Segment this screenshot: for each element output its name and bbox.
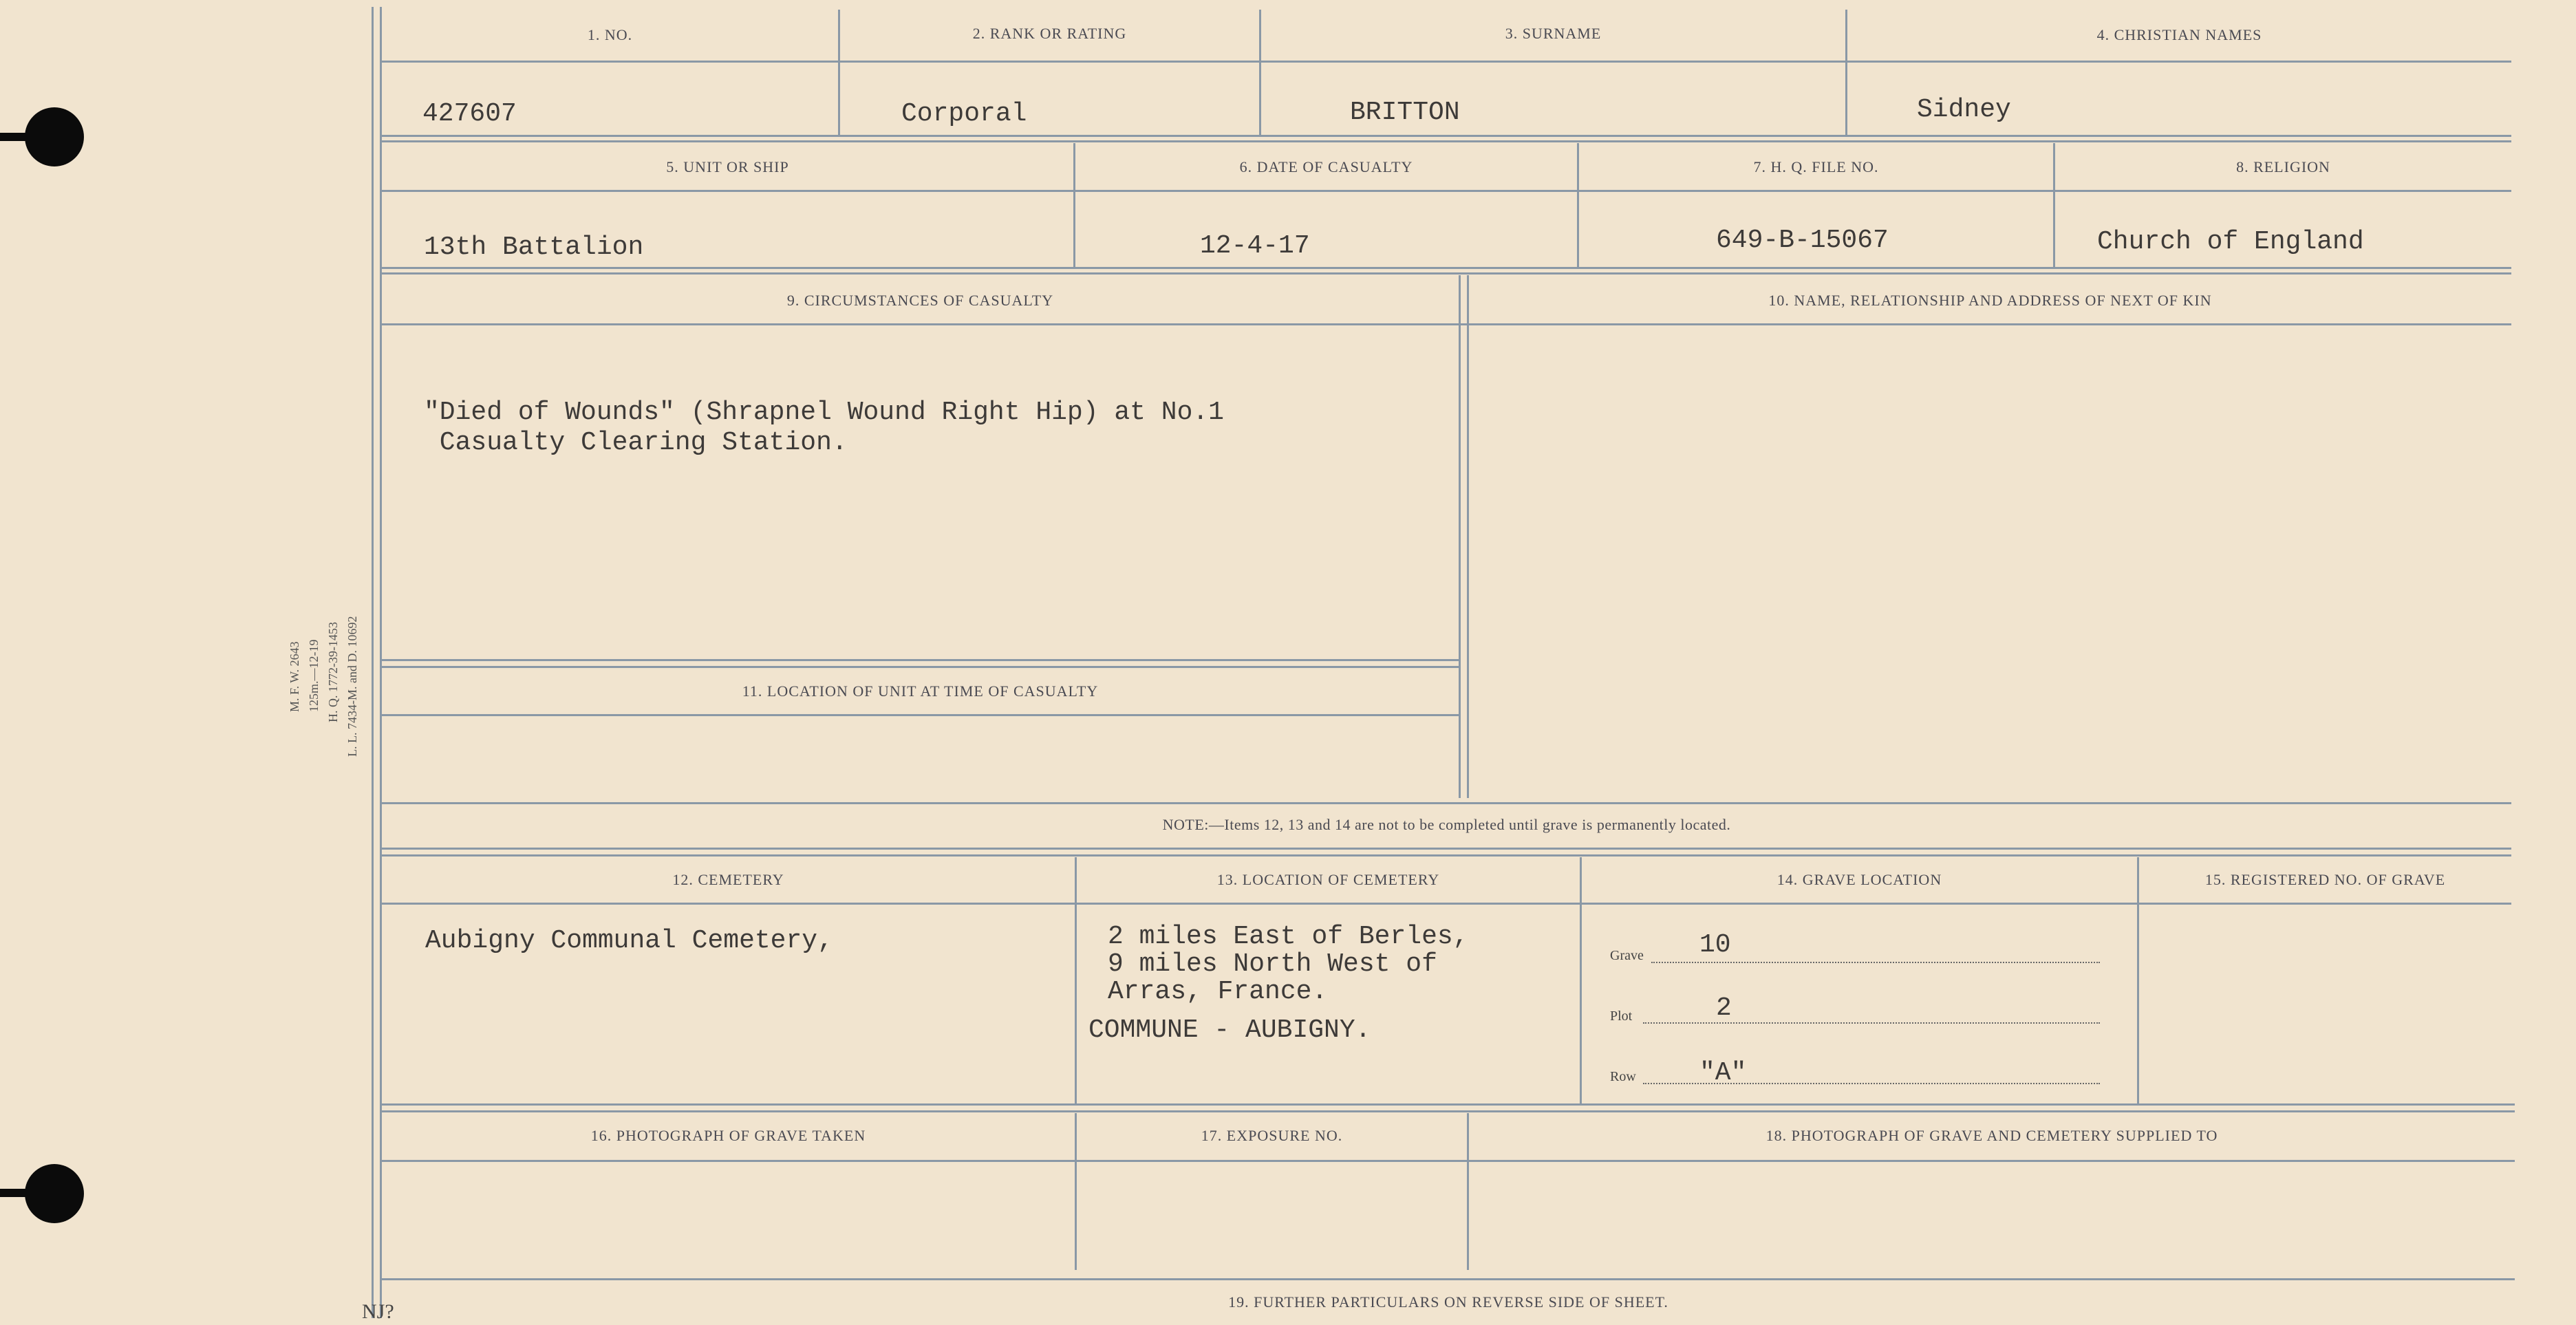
value-religion: Church of England [2097,227,2364,257]
header-christian-names: 4. CHRISTIAN NAMES [2096,26,2262,43]
header-surname: 3. SURNAME [1505,25,1602,42]
header-religion: 8. RELIGION [2236,158,2330,175]
value-location-line3: Arras, France. [1108,977,1328,1006]
divider [2137,857,2139,1103]
value-date: 12-4-17 [1200,231,1310,261]
rule [382,190,2511,192]
rule [382,714,1459,716]
rule [382,61,2511,63]
header-location-of-unit: 11. LOCATION OF UNIT AT TIME OF CASUALTY [742,682,1099,700]
rule [382,666,1459,668]
rule [382,272,2511,274]
divider [1075,857,1077,1103]
punch-hole-bottom-shadow [0,1189,41,1197]
divider [1459,275,1461,798]
value-location-line2: 9 miles North West of [1108,949,1437,979]
value-circumstances-line2: Casualty Clearing Station. [424,428,848,457]
value-row: "A" [1699,1058,1747,1088]
plot-label: Plot [1610,1009,1633,1024]
value-location-line1: 2 miles East of Berles, [1108,922,1469,951]
header-date: 6. DATE OF CASUALTY [1239,158,1413,175]
rule [382,1110,2515,1112]
row-label: Row [1610,1069,1636,1084]
value-circumstances-line1: "Died of Wounds" (Shrapnel Wound Right Hip) at No.1 [424,398,1224,427]
corner-note: NJ? [362,1300,394,1323]
grave-label: Grave [1610,948,1644,963]
value-christian-names: Sidney [1917,95,2011,125]
value-rank: Corporal [901,99,1027,129]
grave-dotted-line [1651,962,2100,963]
header-grave-location: 14. GRAVE LOCATION [1777,871,1942,888]
value-cemetery: Aubigny Communal Cemetery, [425,926,833,956]
value-location-line4: COMMUNE - AUBIGNY. [1088,1015,1371,1045]
value-unit: 13th Battalion [424,233,644,262]
header-photograph-taken: 16. PHOTOGRAPH OF GRAVE TAKEN [590,1127,866,1144]
value-plot: 2 [1716,993,1732,1023]
divider [1580,857,1582,1103]
header-rank: 2. RANK OR RATING [972,25,1127,42]
punch-hole-top-shadow [0,133,41,141]
form-code: M. F. W. 2643 [288,641,301,712]
rule [382,659,1459,661]
rule [382,903,2511,905]
header-location-of-cemetery: 13. LOCATION OF CEMETERY [1216,871,1440,888]
rule [382,854,2511,857]
header-circumstances: 9. CIRCUMSTANCES OF CASUALTY [786,292,1054,309]
value-surname: BRITTON [1350,98,1460,127]
rule [382,323,2511,325]
header-file-no: 7. H. Q. FILE NO. [1753,158,1879,175]
header-next-of-kin: 10. NAME, RELATIONSHIP AND ADDRESS OF NEXT OF KIN [1768,292,2212,309]
value-file-no: 649-B-15067 [1716,226,1889,255]
value-grave: 10 [1699,930,1731,960]
form-code: L. L. 7434-M. and D. 10692 [345,616,359,757]
rule [382,802,2511,804]
rule [382,267,2511,269]
divider [1467,275,1469,798]
rule [382,1278,2515,1280]
plot-dotted-line [1643,1022,2100,1024]
header-photograph-supplied: 18. PHOTOGRAPH OF GRAVE AND CEMETERY SUPPLIED TO [1765,1127,2218,1144]
margin-line [380,7,382,1318]
header-exposure-no: 17. EXPOSURE NO. [1201,1127,1343,1144]
header-unit: 5. UNIT OR SHIP [666,158,789,175]
note-text: NOTE:—Items 12, 13 and 14 are not to be completed until grave is permanently located. [1162,816,1731,833]
form-code: 125m.—12-19 [307,639,321,712]
form-code: H. Q. 1772-39-1453 [326,622,340,722]
rule [382,848,2511,850]
rule [382,140,2511,142]
rule [382,1160,2515,1162]
margin-line [372,7,374,1318]
rule [382,1103,2515,1106]
header-no: 1. NO. [587,26,633,43]
header-registered-no: 15. REGISTERED NO. OF GRAVE [2204,871,2446,888]
value-no: 427607 [422,99,517,129]
rule [382,135,2511,137]
header-cemetery: 12. CEMETERY [672,871,784,888]
footer-further-particulars: 19. FURTHER PARTICULARS ON REVERSE SIDE OF SHEET. [1228,1293,1668,1311]
